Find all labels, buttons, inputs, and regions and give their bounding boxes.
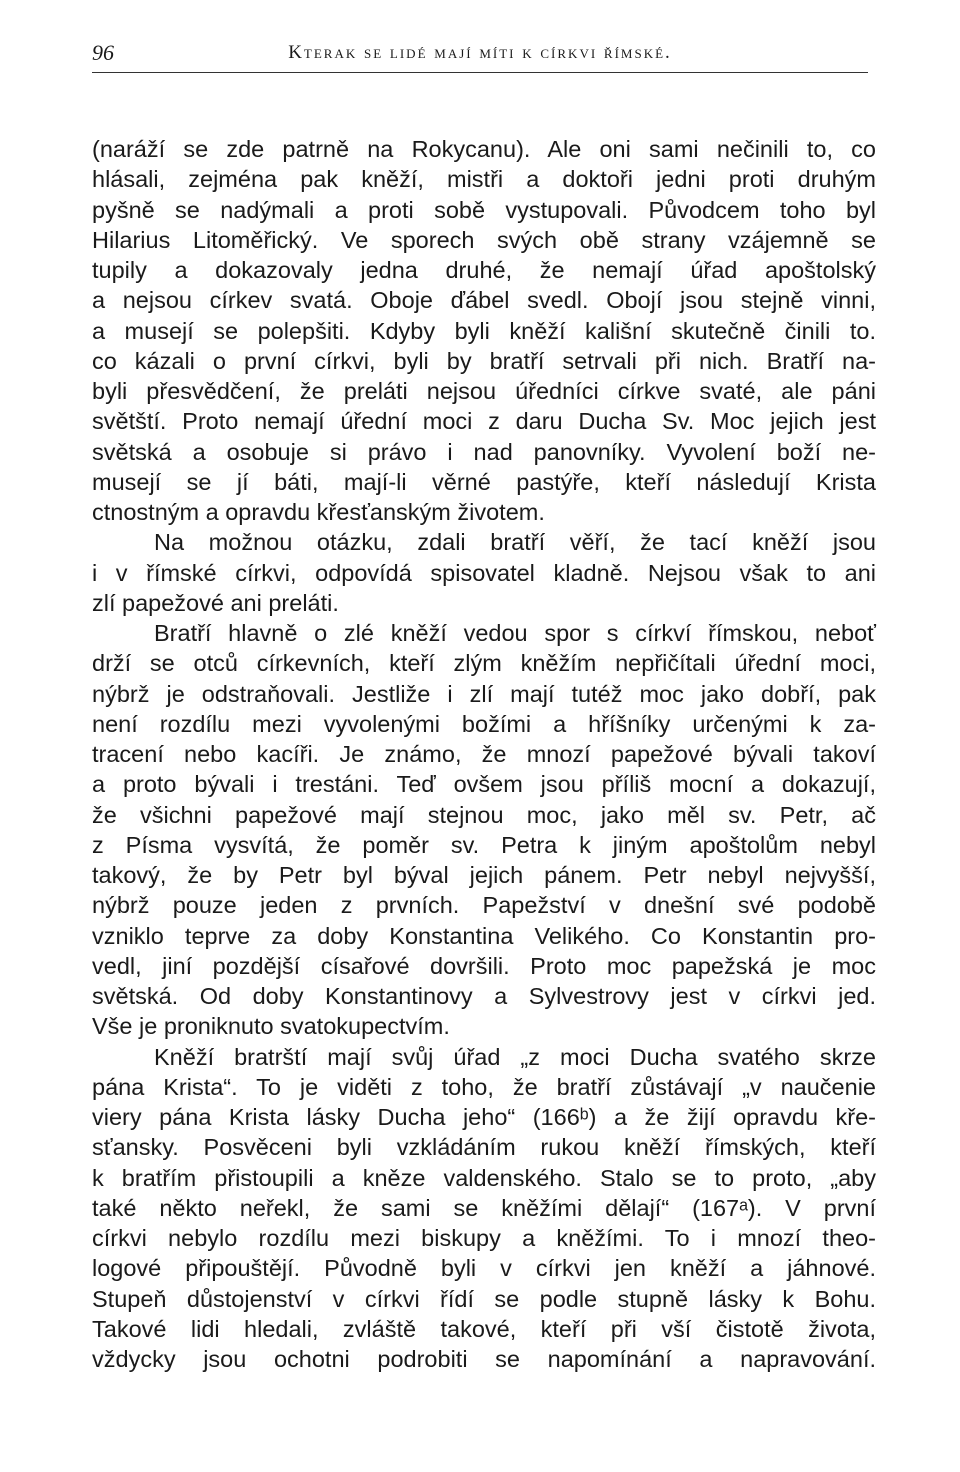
text-line: musejí se jí báti, mají-li věrné pastýře, kteří následují Krista bbox=[92, 468, 876, 495]
header-divider bbox=[92, 72, 868, 73]
text-line: světská. Od doby Konstantinovy a Sylvestrovy jest v církvi jed. bbox=[92, 983, 876, 1009]
text-line: pyšně se nadýmali a proti sobě vystupovali. Původcem toho byl bbox=[92, 196, 876, 223]
text-line: také někto neřekl, že sami se kněžími dělají“ (167ᵃ). V první bbox=[92, 1194, 876, 1221]
text-line: sťansky. Posvěceni byli vzkládáním rukou kněží římských, kteří bbox=[92, 1134, 876, 1161]
text-line: nýbrž je odstraňovali. Jestliže i zlí mají tutéž moc jako dobří, pak bbox=[92, 680, 876, 707]
text-line: Takové lidi hledali, zvláště takové, kteří při vší čistotě života, bbox=[92, 1315, 876, 1342]
text-line: k bratřím přistoupili a kněze valdenského. Stalo se to proto, „aby bbox=[92, 1164, 876, 1191]
text-line: není rozdílu mezi vyvolenými božími a hříšníky určenými k za- bbox=[92, 710, 876, 737]
text-line: tracení nebo kacíři. Je známo, že mnozí papežové bývali takoví bbox=[92, 741, 876, 767]
text-line: Kněží bratrští mají svůj úřad „z moci Ducha svatého skrze bbox=[154, 1043, 876, 1070]
text-line: hlásali, zejména pak kněží, mistři a doktoři jedni proti druhým bbox=[92, 166, 876, 193]
text-line: tupily a dokazovaly jedna druhé, že nemají úřad apoštolský bbox=[92, 257, 876, 283]
text-line: pána Krista“. To je viděti z toho, že bratří zůstávají „v naučenie bbox=[92, 1073, 876, 1100]
text-line: logové připouštějí. Původně byli v církvi jen kněží a jáhnové. bbox=[92, 1255, 876, 1282]
text-line: Vše je proniknuto svatokupectvím. bbox=[92, 1013, 450, 1040]
text-line: a musejí se polepšiti. Kdyby byli kněží kališní skutečně činili to. bbox=[92, 317, 876, 344]
text-line: drží se otců církevních, kteří zlým kněžím nepřičítali úřední moci, bbox=[92, 650, 876, 677]
text-line: Bratří hlavně o zlé kněží vedou spor s církví římskou, neboť bbox=[154, 620, 876, 646]
text-line: a proto bývali i trestáni. Teď ovšem jsou příliš mocní a dokazují, bbox=[92, 771, 876, 798]
text-line: viery pána Krista lásky Ducha jeho“ (166ᵇ) a že žijí opravdu kře- bbox=[92, 1104, 876, 1130]
text-line: takový, že by Petr byl býval jejich pánem. Petr nebyl nejvyšší, bbox=[92, 862, 876, 888]
text-line: co kázali o první církvi, byli by bratří setrvali při nich. Bratří na- bbox=[92, 347, 876, 374]
text-line: vedl, jiní pozdější císařové dovršili. Proto moc papežská je moc bbox=[92, 952, 876, 979]
text-line: církvi nebylo rozdílu mezi biskupy a kněžími. To i mnozí theo- bbox=[92, 1225, 876, 1251]
page-header bbox=[92, 38, 868, 78]
body-text bbox=[92, 134, 876, 1374]
text-line: Hilarius Litoměřický. Ve sporech svých obě strany vzájemně se bbox=[92, 226, 876, 253]
running-title: Kterak se lidé mají míti k církvi římské. bbox=[288, 42, 672, 63]
text-line: světští. Proto nemají úřední moci z daru Ducha Sv. Moc jejich jest bbox=[92, 408, 876, 435]
text-line: z Písma vysvítá, že poměr sv. Petra k jiným apoštolům nebyl bbox=[92, 831, 876, 858]
text-line: zlí papežové ani preláti. bbox=[92, 589, 339, 616]
text-line: nýbrž pouze jeden z prvních. Papežství v dnešní své podobě bbox=[92, 892, 876, 919]
text-line: (naráží se zde patrně na Rokycanu). Ale oni sami nečinili to, co bbox=[92, 136, 876, 162]
text-line: vzniklo teprve za doby Konstantina Velikého. Co Konstantin pro- bbox=[92, 922, 876, 949]
text-line: že všichni papežové mají stejnou moc, jako měl sv. Petr, ač bbox=[92, 801, 876, 828]
text-line: světská a osobuje si právo i nad panovníky. Vyvolení boží ne- bbox=[92, 438, 876, 465]
text-line: Na možnou otázku, zdali bratří věří, že tací kněží jsou bbox=[154, 529, 876, 556]
text-line: i v římské církvi, odpovídá spisovatel kladně. Nejsou však to ani bbox=[92, 559, 876, 586]
text-line: ctnostným a opravdu křesťanským životem. bbox=[92, 499, 545, 525]
page-number: 96 bbox=[92, 40, 114, 65]
text-line: a nejsou církev svatá. Oboje ďábel svedl. Obojí jsou stejně vinni, bbox=[92, 287, 876, 314]
text-line: byli přesvědčení, že preláti nejsou úředníci církve svaté, ale páni bbox=[92, 378, 876, 404]
text-line: vždycky jsou ochotni podrobiti se napomínání a napravování. bbox=[92, 1346, 876, 1372]
text-line: Stupeň důstojenství v církvi řídí se podle stupně lásky k Bohu. bbox=[92, 1285, 876, 1312]
